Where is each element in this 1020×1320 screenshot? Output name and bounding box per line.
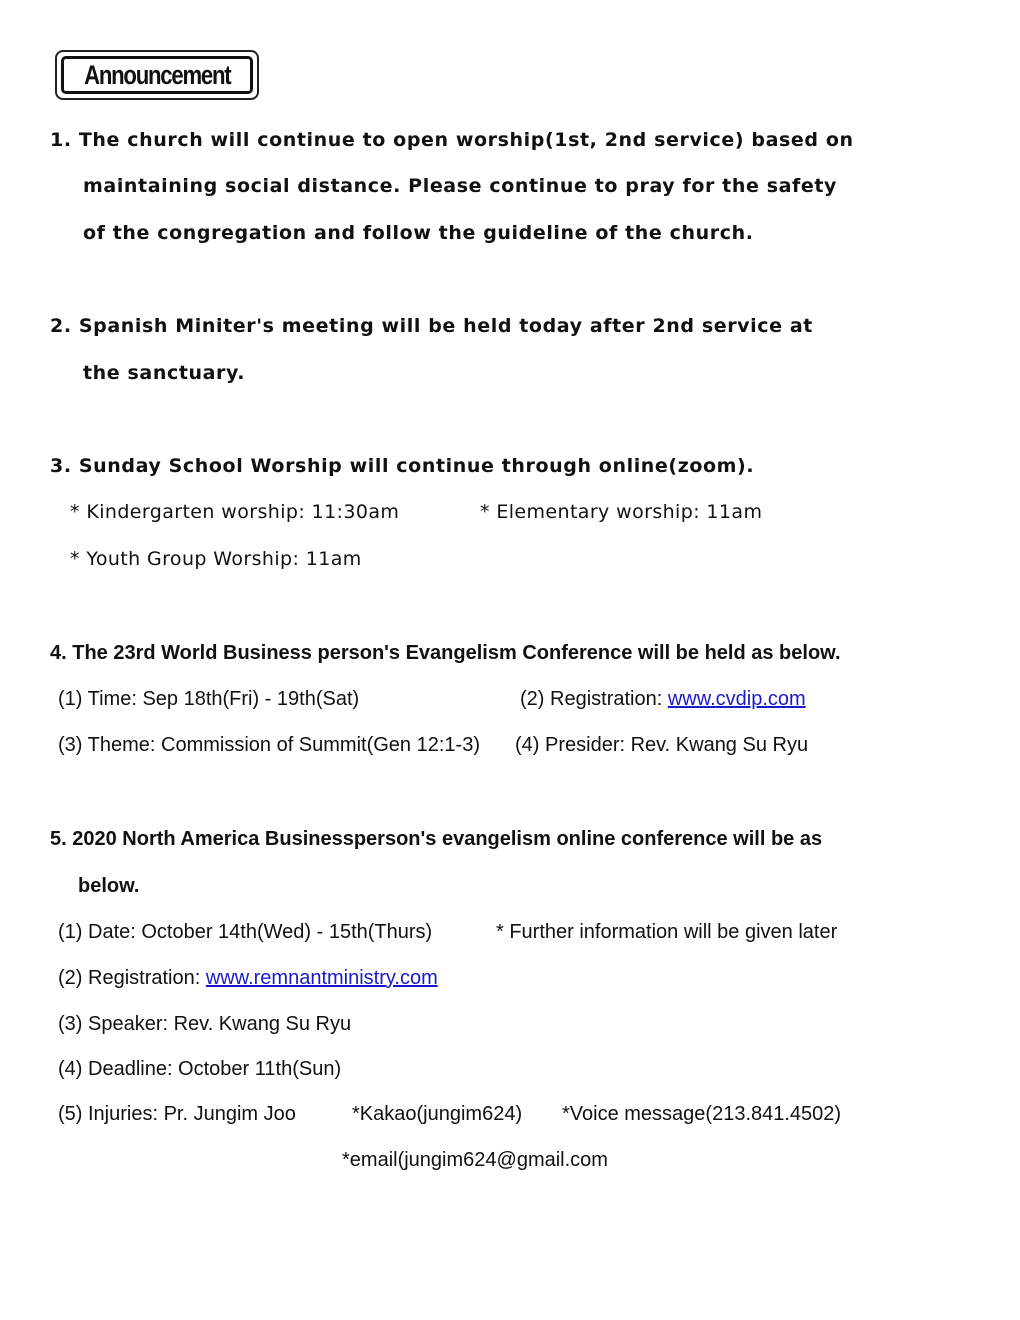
item-3-heading: 3. Sunday School Worship will continue through online(zoom). (50, 455, 755, 477)
conference-time: (1) Time: Sep 18th(Fri) - 19th(Sat) (58, 688, 360, 710)
elementary-worship: * Elementary worship: 11am (480, 501, 763, 523)
online-conference-deadline: (4) Deadline: October 11th(Sun) (58, 1058, 342, 1080)
voice-message-contact: *Voice message(213.841.4502) (562, 1103, 842, 1125)
youth-group-worship: * Youth Group Worship: 11am (70, 548, 362, 570)
online-conference-speaker: (3) Speaker: Rev. Kwang Su Ryu (58, 1013, 352, 1035)
item-5-line-2: below. (78, 875, 140, 897)
kindergarten-worship: * Kindergarten worship: 11:30am (70, 501, 400, 523)
conference-registration (520, 688, 806, 711)
item-2-line-1: 2. Spanish Miniter's meeting will be held today after 2nd service at (50, 315, 813, 337)
inquiries-contact: (5) Injuries: Pr. Jungim Joo (58, 1103, 296, 1125)
page-title: Announcement (83, 59, 231, 90)
announcement-title-box (55, 50, 259, 100)
registration-label: (2) Registration: (58, 967, 201, 989)
item-1-line-3: of the congregation and follow the guideline of the church. (83, 222, 754, 244)
email-contact: *email(jungim624@gmail.com (342, 1149, 608, 1171)
registration-label: (2) Registration: (520, 688, 663, 710)
online-conference-date: (1) Date: October 14th(Wed) - 15th(Thurs) (58, 921, 433, 943)
conference-presider: (4) Presider: Rev. Kwang Su Ryu (515, 734, 809, 756)
further-info-note: * Further information will be given later (496, 921, 838, 943)
item-5-line-1: 5. 2020 North America Businessperson's evangelism online conference will be as (50, 828, 823, 850)
item-1-line-2: maintaining social distance. Please continue to pray for the safety (83, 175, 838, 197)
kakao-contact: *Kakao(jungim624) (352, 1103, 523, 1125)
item-1-line-1: 1. The church will continue to open worship(1st, 2nd service) based on (50, 129, 854, 151)
online-conference-registration (58, 967, 438, 990)
item-4-heading: 4. The 23rd World Business person's Evangelism Conference will be held as below. (50, 642, 841, 664)
remnantministry-link[interactable]: www.remnantministry.com (205, 967, 438, 989)
item-2-line-2: the sanctuary. (83, 362, 246, 384)
cvdip-link[interactable]: www.cvdip.com (667, 688, 806, 710)
conference-theme: (3) Theme: Commission of Summit(Gen 12:1-3) (58, 734, 480, 756)
